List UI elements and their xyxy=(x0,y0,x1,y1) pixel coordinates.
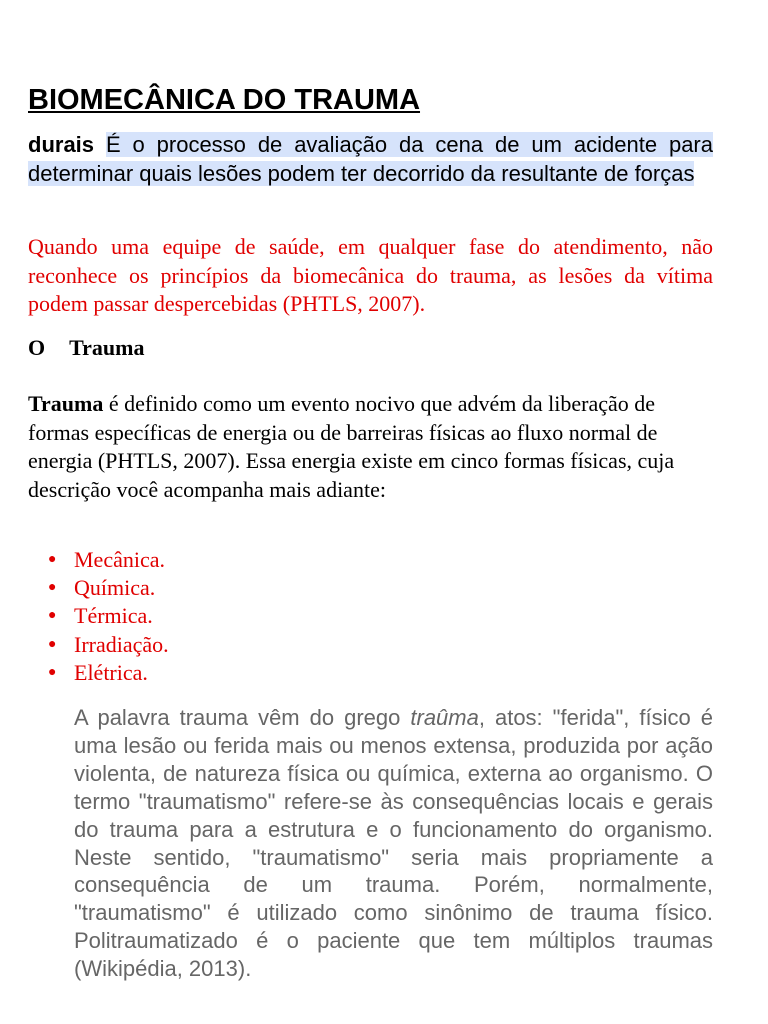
quote-text-after: , atos: "ferida", físico é uma lesão ou ferida mais ou menos extensa, produzida por ação violenta, de natureza física ou química, externa ao organismo. O termo "traumatismo" refere-se às consequências locais e gerais do trauma para a estrutura e o funcionamento do organismo. Neste sentido, "traumatismo" seria mais propriamente a consequência de um trauma. Porém, normalmente, "traumatismo" é utilizado como sinônimo de trauma físico. Politraumatizado é o paciente que tem múltiplos traumas (Wikipédia, 2013). xyxy=(74,705,713,982)
list-item-label: Térmica. xyxy=(74,603,153,629)
quote-text-before: A palavra trauma vêm do grego xyxy=(74,705,401,730)
bullet-icon: ● xyxy=(48,664,57,680)
list-item-label: Irradiação. xyxy=(74,631,169,657)
list-item xyxy=(28,602,169,630)
list-item xyxy=(28,631,169,659)
definition-term: Trauma xyxy=(28,391,104,416)
trauma-etymology-paragraph xyxy=(74,704,713,983)
list-item xyxy=(28,574,169,602)
list-item-label: Elétrica. xyxy=(74,659,148,685)
section-heading-word: Trauma xyxy=(69,335,145,360)
warning-paragraph: Quando uma equipe de saúde, em qualquer fase do atendimento, não reconhece os princípios da biomecânica do trauma, as lesões da vítima podem passar despercebidas (PHTLS, 2007). xyxy=(28,234,713,316)
intro-highlighted-text[interactable]: É o processo de avaliação da cena de um acidente para determinar quais lesões podem ter decorrido da resultante de forças xyxy=(28,132,713,186)
intro-lead-word: durais xyxy=(28,132,95,157)
definition-text: é definido como um evento nocivo que advém da liberação de formas específicas de energia ou de barreiras físicas ao fluxo normal de energia (PHTLS, 2007). Essa energia existe em cinco formas físicas, cuja descrição você acompanha mais adiante: xyxy=(28,391,675,502)
definition-paragraph xyxy=(28,390,698,504)
bullet-icon: ● xyxy=(48,636,57,652)
bullet-icon: ● xyxy=(48,608,57,624)
list-item xyxy=(28,546,169,574)
section-heading-article: O xyxy=(28,335,46,360)
section-heading xyxy=(28,335,145,361)
intro-paragraph xyxy=(28,131,713,188)
page-title: BIOMECÂNICA DO TRAUMA xyxy=(28,84,421,116)
list-item-label: Mecânica. xyxy=(74,547,165,572)
list-item-label: Química. xyxy=(74,575,156,601)
energy-forms-list xyxy=(28,546,169,687)
list-item xyxy=(28,659,169,687)
bullet-icon: ● xyxy=(48,552,57,567)
quote-greek-word: traûma xyxy=(410,705,479,730)
bullet-icon: ● xyxy=(48,580,57,596)
